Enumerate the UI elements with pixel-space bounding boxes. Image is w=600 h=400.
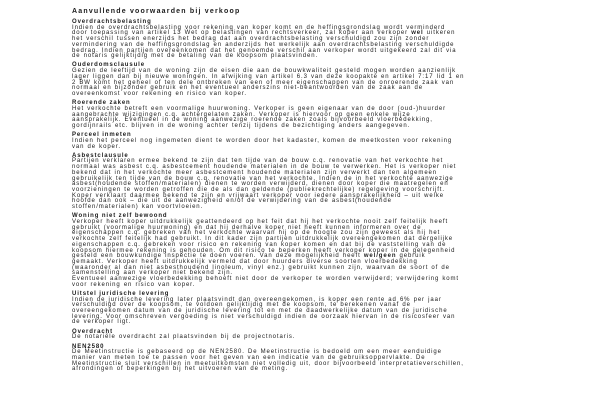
text-line: gebruikelijk ten tijde van de bouw c.q. renovatie van het verkochte. Indien de in het verkochte aanwezige [72, 175, 454, 182]
document [72, 8, 552, 373]
section-heading: NEN2580 [72, 343, 105, 350]
text-line: Koper verklaart daarmee bekend te zijn en vrijwaart verkoper voor iedere aansprakelijkheid – uit welke [72, 192, 445, 199]
text-line: Gezien de leeftijd van de woning zijn de eisen die aan de bouwkwaliteit gesteld mogen worden aanzienlijk [72, 68, 457, 75]
document-title: Aanvullende voorwaarden bij verkoop [72, 8, 241, 15]
section-lines [72, 26, 552, 60]
section-heading: Woning niet zelf bewoond [72, 213, 168, 220]
text-line: Eventueel aanwezige vloerbedekking behoeft niet door de verkoper te worden verwijderd; verwijdering komt [72, 276, 459, 283]
section-lines [72, 220, 552, 288]
section-heading: Roerende zaken [72, 100, 131, 107]
text-line: lager liggen dan bij nieuwe woningen. In afwijking van artikel 6.3 van deze koopakte en artikel 7:17 lid 1 en [72, 73, 465, 80]
text-line: Het verkochte betreft een voormalige huurwoning. Verkoper is geen eigenaar van de door (oud-)huurder [72, 105, 446, 112]
text-line: van de koper. [72, 143, 121, 150]
text-line: normaal was asbest c.q. asbestcement houdende materialen in de bouw te verwerken. Het is verkoper niet [72, 164, 457, 171]
text-line: verkochte zelf feitelijk had gebruikt. In dit kader zijn partijen uitdrukkelijk overeengekomen dat dergelijke [72, 236, 454, 243]
section-lines [72, 139, 552, 150]
text-line: voor rekening en risico van koper. [72, 281, 196, 288]
document-section [72, 20, 552, 60]
text-line: eigenschappen c.q. gebreken voor risico en rekening van koper komen en dat bij de vaststelling van de [72, 241, 447, 248]
text-line: gesteld een bouwkundige inspectie te doen voeren. Van deze mogelijkheid heeft wel/geen gebruik [72, 253, 426, 260]
text-line: voorzieningen te worden getroffen die de als dan geldende (publiekrechtelijke) regelgeving voorschrijft. [72, 186, 445, 193]
text-line: De notariële overdracht zal plaatsvinden bij de projectnotaris. [72, 334, 296, 341]
text-line: overeenkomst voor rekening en risico van koper. [72, 90, 247, 97]
section-heading: Ouderdomsclausule [72, 62, 145, 69]
section-heading: Perceel inmeten [72, 132, 132, 139]
section-lines [72, 69, 552, 98]
document-section [72, 154, 552, 211]
text-line: levering. Voor omschreven vergoeding is niet verschuldigd indien de oorzaak hiervan in de risicosfeer van [72, 313, 456, 320]
section-lines [72, 350, 552, 373]
section-heading: Overdracht [72, 328, 114, 335]
document-body [72, 20, 552, 373]
section-heading: Asbestclausule [72, 152, 129, 159]
document-section [72, 63, 552, 97]
text-line: bedrag. Indien partijen overeenkomen dat het genoemde verschil aan verkoper wordt uitgekeerd zal dit via [72, 47, 457, 54]
section-lines [72, 107, 552, 130]
text-line: (waaronder al dan niet asbesthoudend linoleum, vinyl enz.) gebruikt kunnen zijn, waarvan de soort of de [72, 264, 450, 271]
document-section [72, 345, 552, 374]
text-line: stoffen/materialen) kan voortvloeien. [72, 204, 204, 211]
text-line: de notaris gelijktijdig met de betaling van de koopsom plaatsvinden. [72, 53, 319, 60]
document-section [72, 330, 552, 341]
document-section [72, 292, 552, 326]
section-lines [72, 298, 552, 327]
document-section [72, 214, 552, 288]
text-line: gemaakt. Verkoper heeft uitdrukkelijk vermeld dat door huurders diverse soorten vloerbedekking [72, 258, 418, 265]
emphasized-text: wel/geen [363, 253, 397, 260]
text-line: bekend dat in het verkochte meer asbestcement houdende materialen zijn verwerkt dan ten algemeen [72, 169, 438, 176]
text-line: overeengekomen datum van de juridische levering tot en met de daadwerkelijke datum van de juridische [72, 308, 448, 315]
document-section [72, 101, 552, 130]
text-line: Indien de juridische levering later plaatsvindt dan overeengekomen, is koper een rente ad 6% per jaar [72, 296, 442, 303]
document-section [72, 133, 552, 150]
text-line: Partijen verklaren ermee bekend te zijn dat ten tijde van de bouw c.q. renovatie van het verkochte het [72, 158, 444, 165]
text-line: aangebrachte wijzigingen c.q. achtergelaten zaken. Verkoper is hiervoor op geen enkele wijze [72, 111, 411, 118]
text-line: Indien het perceel nog ingemeten dient te worden door het kadaster, komen de meetkosten voor rekening [72, 137, 453, 144]
text-line: Verkoper heeft koper uitdrukkelijk geattendeerd op het feit dat hij het verkochte nooit zelf feitelijk heeft [72, 219, 449, 225]
text-line: gebruikt (voormalige huurwoning) en dat hij derhalve koper niet heeft kunnen informeren over de [72, 224, 422, 231]
section-heading: Uitstel juridische levering [72, 290, 170, 297]
text-line: asbest(houdende stoffen/materialen) dienen te worden verwijderd, dienen door koper die maatregelen en [72, 181, 449, 188]
text-line: het verschil tussen enerzijds het bedrag dat aan overdrachtsbelasting verschuldigd zou zijn zonder [72, 36, 430, 43]
section-heading: Overdrachtsbelasting [72, 19, 152, 25]
text-line: gordijnrails etc. blijven in de woning achter tenzij tijdens de bezichtiging anders aangegeven. [72, 122, 411, 129]
text-line: manier van meten toe te passen voor het geven van een indicatie van de gebruiksoppervlakte. De [72, 354, 426, 361]
text-line: vermindering van de heffingsgrondslag en anderzijds het werkelijk aan overdrachtsbelasting verschuldigde [72, 41, 455, 48]
text-line: Indien de overdrachtsbelasting voor rekening van koper komt en de heffingsgrondslag wordt verminderd [72, 24, 446, 31]
text-line: De Meetinstructie is gebaseerd op de NEN2580. De Meetinstructie is bedoeld om een meer eenduidige [72, 349, 442, 356]
text-line: samenstelling aan verkoper niet bekend zijn. [72, 270, 234, 277]
text-line: 2 BW komt het geheel of ten dele ontbreken van een of meer eigenschappen van de onroerende zaak van [72, 79, 455, 86]
text-line: Meetinstructie sluit verschillen in meetuitkomsten niet volledig uit, door bijvoorbeeld interpretatieverschillen, [72, 360, 464, 367]
text-line: koopsom hiermee rekening is gehouden. Om dit risico te beperken heeft verkoper koper in de gelegenheid [72, 247, 456, 254]
text-line: aansprakelijk. Eventueel in de woning aanwezige roerende zaken zoals bijvoorbeeld vloerbedekking, [72, 117, 433, 124]
section-lines [72, 159, 552, 210]
text-line: de verkoper ligt. [72, 319, 132, 326]
text-line: door toepassing van artikel 13 Wet op belastingen van rechtsverkeer, zal koper aan verkoper wel uitkeren [72, 30, 456, 37]
text-line: hoofde dan ook – die uit de aanwezigheid en/of de verwijdering van de asbest(houdende [72, 198, 392, 205]
section-lines [72, 335, 552, 341]
text-line: normaal en bijzonder gebruik en het eventueel anderszins niet-beantwoorden van de zaak aan de [72, 85, 424, 92]
text-line: verschuldigd over de koopsom, te voldoen gelijktijdig met de koopsom, te berekenen vanaf de [72, 302, 411, 309]
text-line: afrondingen of beperkingen bij het uitvoeren van de meting. [72, 366, 289, 373]
text-line: eigenschappen c.q. gebreken van het verkochte waarvan hij op de hoogte zou zijn geweest als hij het [72, 230, 441, 237]
emphasized-text: wel [411, 30, 424, 37]
